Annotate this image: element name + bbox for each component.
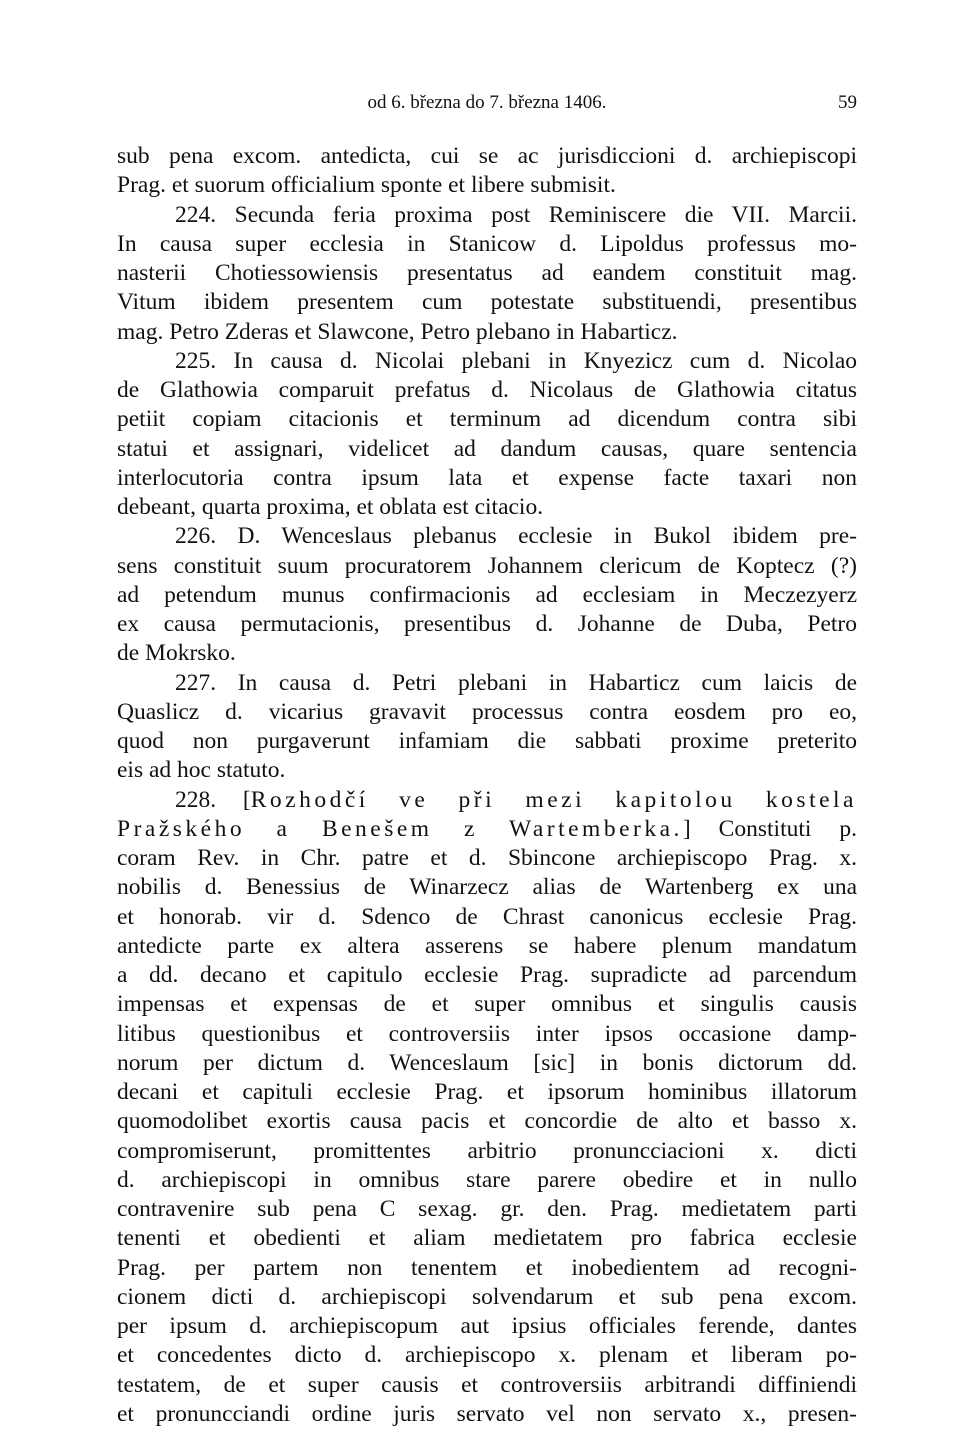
text-line: Quaslicz d. vicarius gravavit processus contra eosdem pro eo,	[117, 698, 857, 725]
text-line: impensas et expensas de et super omnibus et singulis causis	[117, 991, 857, 1018]
text-line: sens constituit suum procuratorem Johannem clericum de Koptecz (?)	[117, 552, 857, 579]
text-line: Prag. per partem non tenentem et inobedientem ad recogni-	[117, 1254, 857, 1281]
text-line	[117, 786, 857, 815]
text-line: norum per dictum d. Wenceslaum [sic] in bonis dictorum dd.	[117, 1049, 857, 1076]
text-line: Vitum ibidem presentem cum potestate substituendi, presentibus	[117, 289, 857, 316]
text-line: quomodolibet exortis causa pacis et concordie de alto et basso x.	[117, 1108, 857, 1135]
text-line: eis ad hoc statuto.	[117, 757, 286, 784]
text-line: de Mokrsko.	[117, 640, 236, 667]
text-line: nobilis d. Benessius de Winarzecz alias de Wartenberg ex una	[117, 874, 857, 901]
text-line: ex causa permutacionis, presentibus d. Johanne de Duba, Petro	[117, 611, 857, 637]
text-segment: 228. [	[175, 786, 251, 813]
text-line: et pronuncciandi ordine juris servato vel non servato x., presen-	[117, 1400, 857, 1427]
text-line: tenenti et obedienti et aliam medietatem pro fabrica ecclesie	[117, 1225, 857, 1252]
text-line: et concedentes dicto d. archiepiscopo x. plenam et liberam po-	[117, 1342, 857, 1369]
page-header	[117, 88, 857, 118]
text-line: mag. Petro Zderas et Slawcone, Petro plebano in Habarticz.	[117, 318, 678, 345]
text-line: per ipsum d. archiepiscopum aut ipsius officiales ferende, dantes	[117, 1313, 857, 1339]
text-line: 227. In causa d. Petri plebani in Habarticz cum laicis de	[175, 669, 857, 696]
body-text	[117, 142, 857, 1429]
text-line: a dd. decano et capitulo ecclesie Prag. supradicte ad parcendum	[117, 962, 857, 988]
text-line: decani et capituli ecclesie Prag. et ipsorum hominibus illatorum	[117, 1079, 857, 1105]
text-line: statui et assignari, videlicet ad dandum causas, quare sentencia	[117, 435, 857, 462]
spaced-heading-text: Rozhodčí ve při mezi kapitolou kostela	[250, 786, 857, 813]
text-line: coram Rev. in Chr. patre et d. Sbincone archiepiscopo Prag. x.	[117, 845, 857, 871]
text-line: compromiserunt, promittentes arbitrio pronuncciacioni x. dicti	[117, 1137, 857, 1164]
text-line: quod non purgaverunt infamiam die sabbati proxime preterito	[117, 728, 857, 754]
text-line: Prag. et suorum officialium sponte et libere submisit.	[117, 172, 616, 199]
text-line: antedicte parte ex altera asserens se habere plenum mandatum	[117, 932, 857, 959]
text-line: debeant, quarta proxima, et oblata est citacio.	[117, 494, 544, 520]
running-title: od 6. března do 7. března 1406.	[367, 92, 607, 113]
text-line: de Glathowia comparuit prefatus d. Nicolaus de Glathowia citatus	[117, 377, 857, 403]
text-line: ad petendum munus confirmacionis ad ecclesiam in Meczezyerz	[117, 581, 857, 608]
text-line: 226. D. Wenceslaus plebanus ecclesie in Bukol ibidem pre-	[175, 523, 857, 550]
text-line: 225. In causa d. Nicolai plebani in Knyezicz cum d. Nicolao	[175, 347, 857, 374]
text-line	[117, 815, 857, 844]
text-line: nasterii Chotiessowiensis presentatus ad eandem constituit mag.	[117, 260, 857, 286]
text-line: d. archiepiscopi in omnibus stare parere obedire et in nullo	[117, 1166, 857, 1193]
text-line: litibus questionibus et controversiis inter ipsos occasione damp-	[117, 1020, 857, 1047]
text-line: cionem dicti d. archiepiscopi solvendarum et sub pena excom.	[117, 1283, 857, 1310]
text-line: et honorab. vir d. Sdenco de Chrast canonicus ecclesie Prag.	[117, 903, 857, 930]
text-line: In causa super ecclesia in Stanicow d. Lipoldus professus mo-	[117, 230, 857, 257]
text-line: petiit copiam citacionis et terminum ad dicendum contra sibi	[117, 406, 857, 433]
text-line: 224. Secunda feria proxima post Reminiscere die VII. Marcii.	[175, 201, 857, 228]
text-segment: ] Constituti p.	[682, 815, 857, 842]
text-line: interlocutoria contra ipsum lata et expense facte taxari non	[117, 464, 857, 491]
text-line: sub pena excom. antedicta, cui se ac jurisdiccioni d. archiepiscopi	[117, 143, 857, 169]
page-number: 59	[838, 92, 857, 113]
text-line: contravenire sub pena C sexag. gr. den. Prag. medietatem parti	[117, 1196, 857, 1222]
text-line: testatem, de et super causis et controversiis arbitrandi diffiniendi	[117, 1371, 857, 1398]
spaced-heading-text: Pražského a Benešem z Wartemberka.	[117, 815, 683, 842]
